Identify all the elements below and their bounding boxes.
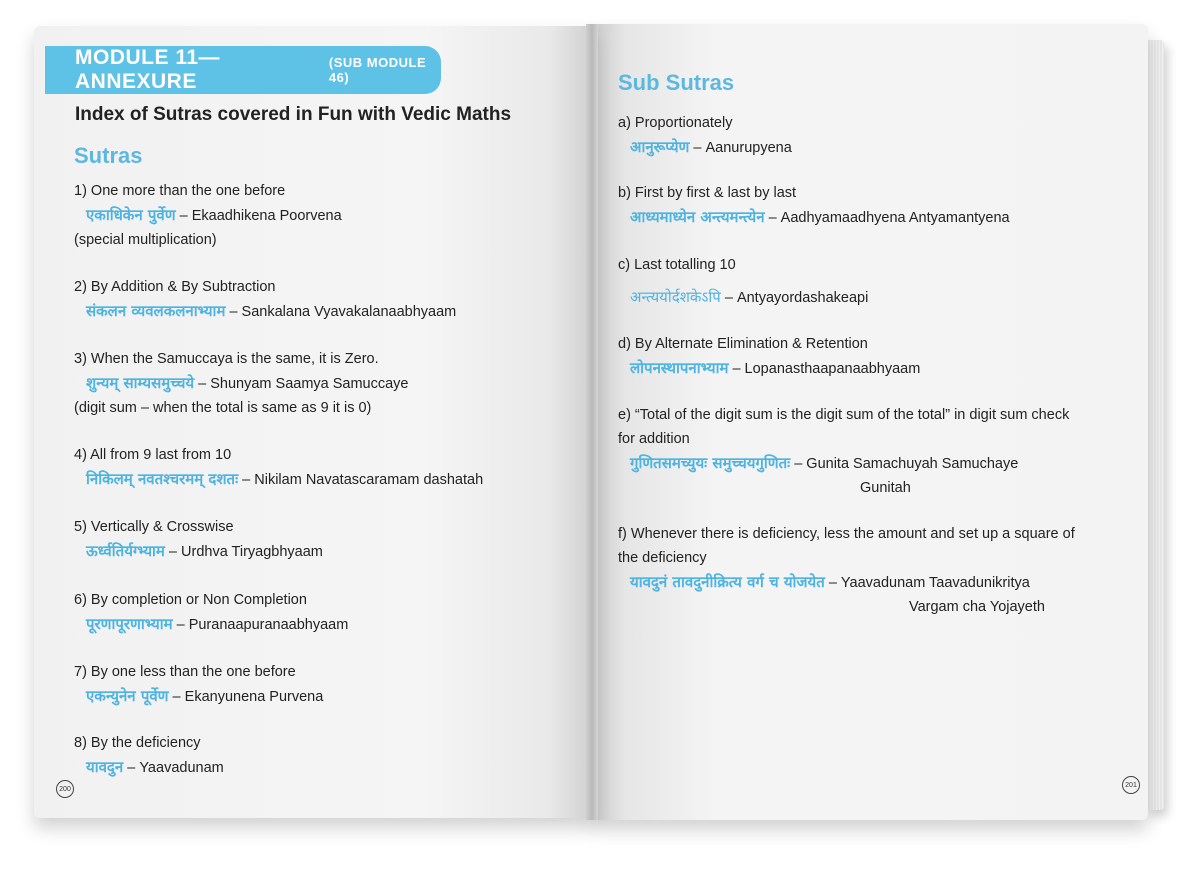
sub-sutra-entry-b xyxy=(618,181,1010,230)
sutra-sanskrit: ऊर्ध्वतिर्यग्भ्याम xyxy=(86,542,165,560)
sub-sutra-title-continued: the deficiency xyxy=(618,550,707,566)
sub-sutra-title: a) Proportionately xyxy=(618,115,733,131)
sutra-entry-1 xyxy=(74,179,342,252)
sub-sutra-transliteration: – Gunita Samachuyah Samuchaye xyxy=(790,456,1019,472)
sub-sutra-transliteration: – Yaavadunam Taavadunikritya xyxy=(824,575,1030,591)
sutra-transliteration: – Puranaapuranaabhyaam xyxy=(172,617,349,633)
sutra-entry-6 xyxy=(74,588,348,637)
page-edges xyxy=(1146,40,1164,810)
sub-sutra-transliteration: – Aadhyamaadhyena Antyamantyena xyxy=(764,210,1010,226)
sub-sutra-transliteration-continued: Gunitah xyxy=(860,480,911,496)
sutra-title: 5) Vertically & Crosswise xyxy=(74,519,234,535)
sutra-sanskrit: शुन्यम् साम्यसमुच्चये xyxy=(86,374,195,392)
sutras-heading: Sutras xyxy=(74,143,143,168)
sutra-title: 8) By the deficiency xyxy=(74,735,201,751)
sub-sutra-entry-a xyxy=(618,111,792,160)
sutra-title: 3) When the Samuccaya is the same, it is Zero. xyxy=(74,351,379,367)
sutra-sanskrit: यावदुन xyxy=(86,758,124,776)
module-subtitle: (SUB MODULE 46) xyxy=(328,55,427,85)
sutra-entry-3 xyxy=(74,347,409,420)
sub-sutra-entry-c xyxy=(618,253,868,310)
sutra-entry-7 xyxy=(74,660,323,709)
sutra-transliteration: – Urdhva Tiryagbhyaam xyxy=(164,544,323,560)
sutra-title: 6) By completion or Non Completion xyxy=(74,592,307,608)
sub-sutra-entry-d xyxy=(618,332,920,381)
sutra-transliteration: – Ekaadhikena Poorvena xyxy=(175,208,342,224)
sutra-entry-2 xyxy=(74,275,456,324)
sutra-entry-8 xyxy=(74,731,224,780)
sub-sutra-title: c) Last totalling 10 xyxy=(618,257,736,273)
sub-sutra-sanskrit: अन्त्ययोर्दशकेऽपि xyxy=(630,288,721,306)
sutra-note: (digit sum – when the total is same as 9 it is 0) xyxy=(74,400,372,416)
sutra-title: 1) One more than the one before xyxy=(74,183,286,199)
sub-sutra-entry-e xyxy=(618,403,1069,500)
sutra-sanskrit: एकाधिकेन पुर्वेण xyxy=(86,206,176,224)
page-number-left: 200 xyxy=(56,780,74,798)
sutra-title: 4) All from 9 last from 10 xyxy=(74,447,232,463)
sutra-transliteration: – Sankalana Vyavakalanaabhyaam xyxy=(225,304,457,320)
sub-sutra-sanskrit: लोपनस्थापनाभ्याम xyxy=(630,359,729,377)
sutra-transliteration: – Shunyam Saamya Samuccaye xyxy=(194,376,409,392)
sutra-entry-5 xyxy=(74,515,323,564)
sub-sutra-title-continued: for addition xyxy=(618,431,690,447)
sub-sutra-sanskrit: गुणितसमच्युयः समुच्चयगुणितः xyxy=(630,454,791,472)
sutra-title: 7) By one less than the one before xyxy=(74,664,296,680)
sub-sutras-heading: Sub Sutras xyxy=(618,70,735,95)
sub-sutra-title: f) Whenever there is deficiency, less the amount and set up a square of xyxy=(618,526,1075,542)
module-header xyxy=(45,46,441,94)
sub-sutra-title: e) “Total of the digit sum is the digit sum of the total” in digit sum check xyxy=(618,407,1070,423)
sutra-note: (special multiplication) xyxy=(74,232,217,248)
index-subtitle: Index of Sutras covered in Fun with Vedic Maths xyxy=(75,104,512,125)
sutra-title: 2) By Addition & By Subtraction xyxy=(74,279,276,295)
sub-sutra-sanskrit: आनुरूप्येण xyxy=(630,138,690,156)
sub-sutra-transliteration: – Antyayordashakeapi xyxy=(720,290,869,306)
sutra-entry-4 xyxy=(74,443,483,492)
sub-sutra-title: b) First by first & last by last xyxy=(618,185,797,201)
sub-sutra-sanskrit: यावदुनं तावदुनीक्रित्य वर्ग च योजयेत xyxy=(630,573,825,591)
sutra-transliteration: – Ekanyunena Purvena xyxy=(168,689,324,705)
sub-sutra-entry-f xyxy=(618,522,1075,619)
sub-sutra-transliteration: – Lopanasthaapanaabhyaam xyxy=(728,361,921,377)
page-number-right: 201 xyxy=(1122,776,1140,794)
sutra-sanskrit: एकन्युनेन पूर्वेण xyxy=(86,687,169,705)
sub-sutra-transliteration: – Aanurupyena xyxy=(689,140,792,156)
sutra-sanskrit: निकिलम् नवतश्चरमम् दशतः xyxy=(86,470,239,488)
sub-sutra-transliteration-continued: Vargam cha Yojayeth xyxy=(909,599,1045,615)
sutra-sanskrit: पूरणापूरणाभ्याम xyxy=(86,615,173,633)
sub-sutra-sanskrit: आध्यमाध्येन अन्त्यमन्त्येन xyxy=(630,208,765,226)
sub-sutra-title: d) By Alternate Elimination & Retention xyxy=(618,336,868,352)
sutra-sanskrit: संकलन व्यवलकलनाभ्याम xyxy=(86,302,226,320)
sutra-transliteration: – Nikilam Navatascaramam dashatah xyxy=(238,472,484,488)
book-spine xyxy=(586,24,598,820)
sutra-transliteration: – Yaavadunam xyxy=(123,760,224,776)
module-title: MODULE 11—ANNEXURE xyxy=(75,46,221,93)
